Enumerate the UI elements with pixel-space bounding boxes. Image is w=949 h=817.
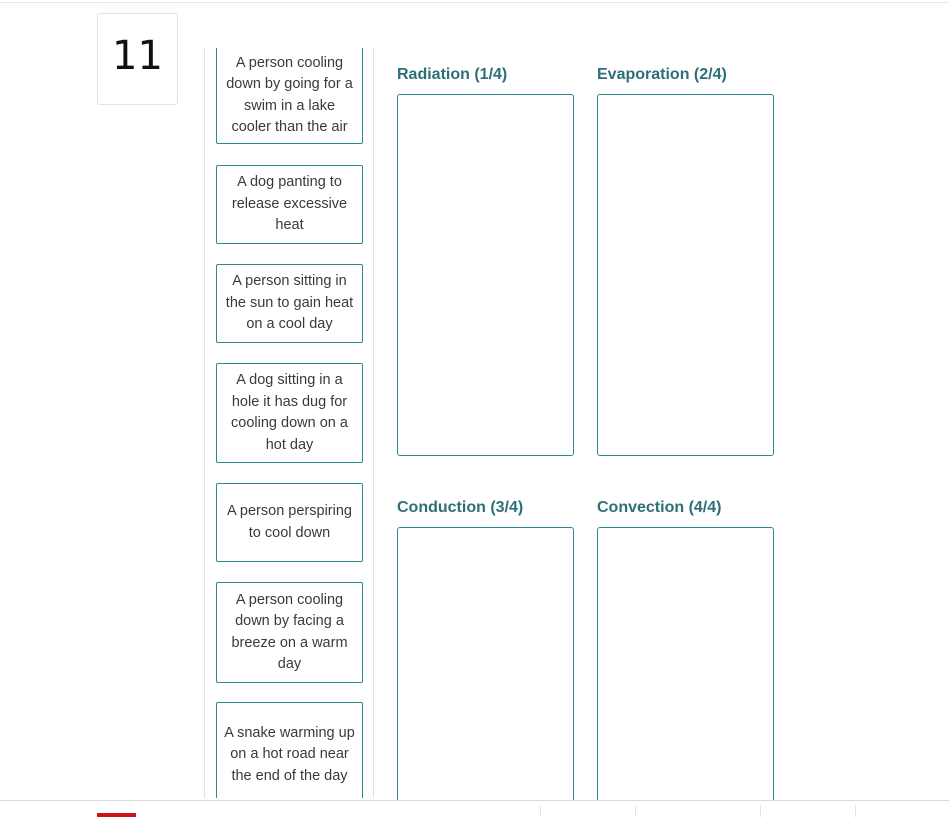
card-pool[interactable] <box>204 48 374 798</box>
draggable-card[interactable]: A person perspiring to cool down <box>216 483 363 562</box>
toolbar-separator <box>760 805 761 817</box>
bucket-title-convection: Convection (4/4) <box>597 499 722 516</box>
draggable-card[interactable]: A person cooling down by facing a breeze on a warm day <box>216 582 363 683</box>
draggable-card[interactable]: A person sitting in the sun to gain heat on a cool day <box>216 264 363 343</box>
top-divider <box>0 2 949 3</box>
toolbar-separator <box>855 805 856 817</box>
draggable-card[interactable]: A dog sitting in a hole it has dug for cooling down on a hot day <box>216 363 363 463</box>
bucket-title-evaporation: Evaporation (2/4) <box>597 66 727 83</box>
drop-zone-conduction[interactable] <box>397 527 574 800</box>
active-tab-indicator <box>97 813 136 817</box>
draggable-card[interactable]: A person cooling down by going for a swim in a lake cooler than the air <box>216 48 363 144</box>
bucket-title-radiation: Radiation (1/4) <box>397 66 508 83</box>
drop-zone-convection[interactable] <box>597 527 774 800</box>
bottom-toolbar <box>0 800 949 817</box>
toolbar-separator <box>540 805 541 817</box>
draggable-card[interactable]: A snake warming up on a hot road near the end of the day <box>216 702 363 798</box>
drop-zone-radiation[interactable] <box>397 94 574 456</box>
toolbar-separator <box>635 805 636 817</box>
drop-zone-evaporation[interactable] <box>597 94 774 456</box>
bucket-title-conduction: Conduction (3/4) <box>397 499 524 516</box>
question-number: 11 <box>97 13 178 105</box>
draggable-card[interactable]: A dog panting to release excessive heat <box>216 165 363 244</box>
